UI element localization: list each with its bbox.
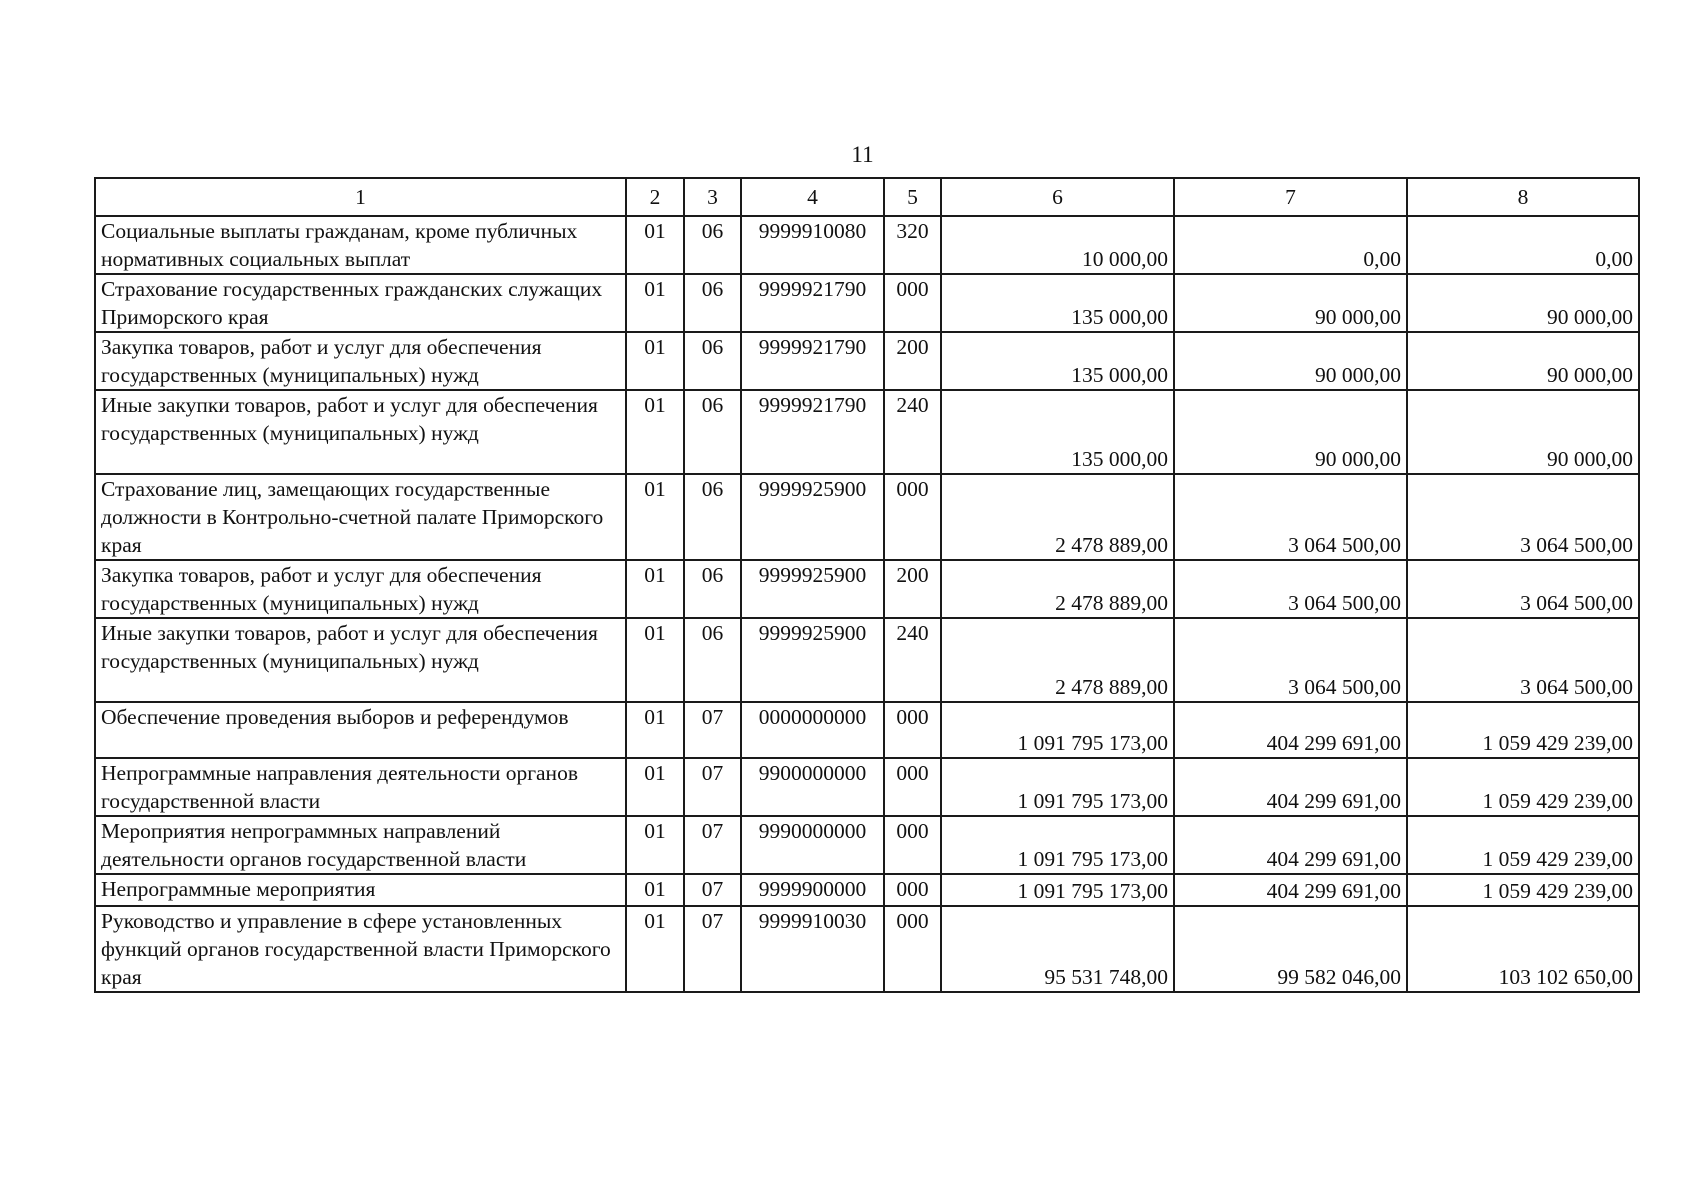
section-code: 01: [626, 702, 684, 758]
table-row: [95, 332, 1639, 390]
table-row: [95, 274, 1639, 332]
row-name: Иные закупки товаров, работ и услуг для обеспечения государственных (муниципальных) нужд: [95, 618, 626, 702]
table-row: [95, 816, 1639, 874]
column-number: 8: [1407, 178, 1639, 216]
expense-type-code: 200: [884, 332, 941, 390]
subsection-code: 07: [684, 874, 741, 906]
section-code: 01: [626, 216, 684, 274]
amount-col-6: 1 091 795 173,00: [941, 816, 1174, 874]
amount-col-8: 90 000,00: [1407, 332, 1639, 390]
column-number: 1: [95, 178, 626, 216]
row-name: Обеспечение проведения выборов и референдумов: [95, 702, 626, 758]
budget-table: [94, 177, 1640, 993]
section-code: 01: [626, 874, 684, 906]
target-article-code: 9999910030: [741, 906, 884, 992]
amount-col-6: 1 091 795 173,00: [941, 702, 1174, 758]
subsection-code: 07: [684, 906, 741, 992]
target-article-code: 9999925900: [741, 474, 884, 560]
subsection-code: 06: [684, 560, 741, 618]
table-row: [95, 216, 1639, 274]
target-article-code: 9990000000: [741, 816, 884, 874]
section-code: 01: [626, 560, 684, 618]
section-code: 01: [626, 758, 684, 816]
amount-col-6: 135 000,00: [941, 390, 1174, 474]
target-article-code: 9999925900: [741, 560, 884, 618]
row-name: Социальные выплаты гражданам, кроме публичных нормативных социальных выплат: [95, 216, 626, 274]
amount-col-6: 10 000,00: [941, 216, 1174, 274]
amount-col-7: 3 064 500,00: [1174, 560, 1407, 618]
table-row: [95, 618, 1639, 702]
target-article-code: 9999921790: [741, 332, 884, 390]
row-name: Руководство и управление в сфере установленных функций органов государственной власти Приморского края: [95, 906, 626, 992]
column-number: 2: [626, 178, 684, 216]
table-row: [95, 560, 1639, 618]
expense-type-code: 000: [884, 474, 941, 560]
subsection-code: 06: [684, 332, 741, 390]
subsection-code: 06: [684, 618, 741, 702]
amount-col-7: 99 582 046,00: [1174, 906, 1407, 992]
expense-type-code: 000: [884, 874, 941, 906]
section-code: 01: [626, 618, 684, 702]
subsection-code: 07: [684, 758, 741, 816]
amount-col-7: 3 064 500,00: [1174, 618, 1407, 702]
amount-col-8: 90 000,00: [1407, 390, 1639, 474]
amount-col-7: 404 299 691,00: [1174, 816, 1407, 874]
expense-type-code: 320: [884, 216, 941, 274]
amount-col-8: 1 059 429 239,00: [1407, 816, 1639, 874]
amount-col-8: 3 064 500,00: [1407, 618, 1639, 702]
expense-type-code: 000: [884, 906, 941, 992]
column-number: 4: [741, 178, 884, 216]
target-article-code: 0000000000: [741, 702, 884, 758]
amount-col-7: 404 299 691,00: [1174, 702, 1407, 758]
expense-type-code: 000: [884, 274, 941, 332]
target-article-code: 9999925900: [741, 618, 884, 702]
amount-col-8: 90 000,00: [1407, 274, 1639, 332]
amount-col-8: 0,00: [1407, 216, 1639, 274]
amount-col-8: 1 059 429 239,00: [1407, 758, 1639, 816]
expense-type-code: 000: [884, 758, 941, 816]
subsection-code: 06: [684, 274, 741, 332]
amount-col-6: 2 478 889,00: [941, 560, 1174, 618]
column-number: 3: [684, 178, 741, 216]
section-code: 01: [626, 906, 684, 992]
amount-col-8: 3 064 500,00: [1407, 474, 1639, 560]
amount-col-7: 0,00: [1174, 216, 1407, 274]
amount-col-8: 1 059 429 239,00: [1407, 874, 1639, 906]
column-number: 6: [941, 178, 1174, 216]
expense-type-code: 000: [884, 816, 941, 874]
expense-type-code: 200: [884, 560, 941, 618]
amount-col-8: 103 102 650,00: [1407, 906, 1639, 992]
amount-col-6: 135 000,00: [941, 274, 1174, 332]
subsection-code: 07: [684, 816, 741, 874]
target-article-code: 9999910080: [741, 216, 884, 274]
row-name: Непрограммные направления деятельности органов государственной власти: [95, 758, 626, 816]
target-article-code: 9999921790: [741, 390, 884, 474]
row-name: Закупка товаров, работ и услуг для обеспечения государственных (муниципальных) нужд: [95, 560, 626, 618]
amount-col-7: 90 000,00: [1174, 390, 1407, 474]
subsection-code: 06: [684, 474, 741, 560]
amount-col-6: 2 478 889,00: [941, 474, 1174, 560]
expense-type-code: 240: [884, 618, 941, 702]
amount-col-8: 1 059 429 239,00: [1407, 702, 1639, 758]
target-article-code: 9999921790: [741, 274, 884, 332]
expense-type-code: 000: [884, 702, 941, 758]
row-name: Страхование государственных гражданских служащих Приморского края: [95, 274, 626, 332]
row-name: Закупка товаров, работ и услуг для обеспечения государственных (муниципальных) нужд: [95, 332, 626, 390]
amount-col-7: 404 299 691,00: [1174, 758, 1407, 816]
expense-type-code: 240: [884, 390, 941, 474]
table-row: [95, 474, 1639, 560]
amount-col-7: 90 000,00: [1174, 332, 1407, 390]
section-code: 01: [626, 474, 684, 560]
table-row: [95, 874, 1639, 906]
section-code: 01: [626, 390, 684, 474]
amount-col-7: 90 000,00: [1174, 274, 1407, 332]
row-name: Мероприятия непрограммных направлений деятельности органов государственной власти: [95, 816, 626, 874]
amount-col-6: 1 091 795 173,00: [941, 874, 1174, 906]
subsection-code: 06: [684, 390, 741, 474]
section-code: 01: [626, 274, 684, 332]
row-name: Страхование лиц, замещающих государственные должности в Контрольно-счетной палате Приморского края: [95, 474, 626, 560]
amount-col-7: 3 064 500,00: [1174, 474, 1407, 560]
amount-col-6: 2 478 889,00: [941, 618, 1174, 702]
amount-col-8: 3 064 500,00: [1407, 560, 1639, 618]
table-row: [95, 390, 1639, 474]
section-code: 01: [626, 816, 684, 874]
section-code: 01: [626, 332, 684, 390]
subsection-code: 06: [684, 216, 741, 274]
amount-col-6: 95 531 748,00: [941, 906, 1174, 992]
table-row: [95, 702, 1639, 758]
column-number: 5: [884, 178, 941, 216]
row-name: Иные закупки товаров, работ и услуг для обеспечения государственных (муниципальных) нужд: [95, 390, 626, 474]
column-number-row: [95, 178, 1639, 216]
amount-col-6: 135 000,00: [941, 332, 1174, 390]
table-row: [95, 906, 1639, 992]
target-article-code: 9999900000: [741, 874, 884, 906]
subsection-code: 07: [684, 702, 741, 758]
table-row: [95, 758, 1639, 816]
amount-col-6: 1 091 795 173,00: [941, 758, 1174, 816]
row-name: Непрограммные мероприятия: [95, 874, 626, 906]
target-article-code: 9900000000: [741, 758, 884, 816]
amount-col-7: 404 299 691,00: [1174, 874, 1407, 906]
column-number: 7: [1174, 178, 1407, 216]
page-number: 11: [851, 142, 874, 167]
